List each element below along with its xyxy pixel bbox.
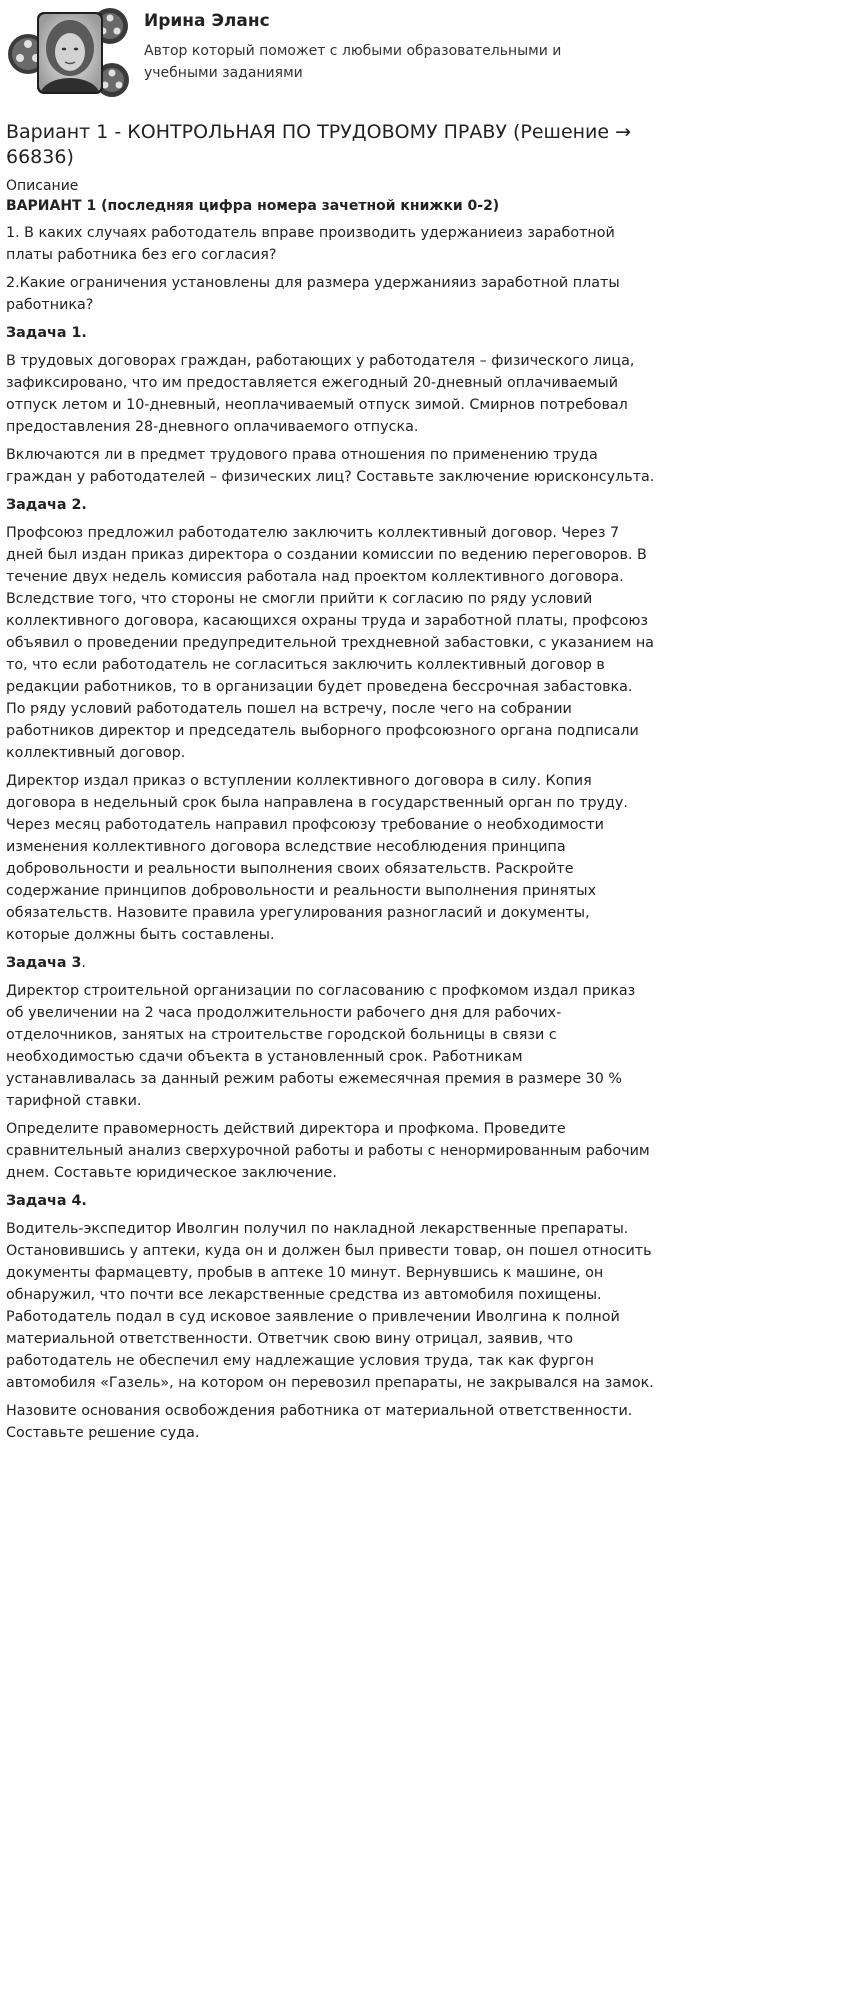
author-info	[144, 4, 604, 84]
question-2: 2.Какие ограничения установлены для размера удержанияиз заработной платы работника?	[6, 275, 620, 313]
task-3-title-suffix: .	[81, 955, 86, 971]
author-photo-frame-icon	[6, 4, 132, 102]
task-4-heading	[6, 1190, 656, 1212]
author-avatar[interactable]	[6, 4, 132, 102]
task-2-title: Задача 2.	[6, 497, 87, 513]
author-header	[6, 0, 656, 110]
task-2-heading	[6, 494, 656, 516]
task-3-paragraph: Определите правомерность действий директора и профкома. Проведите сравнительный анализ сверхурочной работы и работы с ненормированным рабочим днем. Составьте юридическое заключение.	[6, 1121, 650, 1181]
task-2-paragraph: Директор издал приказ о вступлении коллективного договора в силу. Копия договора в недельный срок была направлена в государственный орган по труду. Через месяц работодатель направил профсоюзу требование о необходимости изменения коллективного договора вследствие несоблюдения принципа добровольности и реальности выполнения своих обязательств. Раскройте содержание принципов добровольности и реальности выполнения принятых обязательств. Назовите правила урегулирования разногласий и документы, которые должны быть составлены.	[6, 773, 628, 943]
author-description: Автор который поможет с любыми образовательными и учебными заданиями	[144, 43, 562, 81]
author-name[interactable]: Ирина Эланс	[144, 11, 270, 31]
task-1-title: Задача 1.	[6, 325, 87, 341]
description-label: Описание	[6, 178, 79, 194]
task-4-title: Задача 4.	[6, 1193, 87, 1209]
task-1-paragraph: В трудовых договорах граждан, работающих у работодателя – физического лица, зафиксировано, что им предоставляется ежегодный 20-дневный оплачиваемый отпуск летом и 10-дневный, неоплачиваемый отпуск зимой. Смирнов потребовал предоставления 28-дневного оплачиваемого отпуска.	[6, 353, 635, 435]
page-title: Вариант 1 - КОНТРОЛЬНАЯ ПО ТРУДОВОМУ ПРАВУ (Решение → 66836)	[6, 121, 632, 168]
task-1-paragraph: Включаются ли в предмет трудового права отношения по применению труда граждан у работодателей – физических лиц? Составьте заключение юрисконсульта.	[6, 447, 655, 485]
task-1-heading	[6, 322, 656, 344]
task-4-paragraph: Водитель-экспедитор Иволгин получил по накладной лекарственные препараты. Остановившись у аптеки, куда он и должен был привести товар, он пошел относить документы фармацевту, пробыв в аптеке 10 минут. Вернувшись к машине, он обнаружил, что почти все лекарственные средства из автомобиля похищены. Работодатель подал в суд исковое заявление о привлечении Иволгина к полной материальной ответственности. Ответчик свою вину отрицал, заявив, что работодатель не обеспечил ему надлежащие условия труда, так как фургон автомобиля «Газель», на котором он перевозил препараты, не закрывался на замок.	[6, 1221, 654, 1391]
task-3-heading	[6, 952, 656, 974]
task-4-paragraph: Назовите основания освобождения работника от материальной ответственности. Составьте решение суда.	[6, 1403, 633, 1441]
task-2-paragraph: Профсоюз предложил работодателю заключить коллективный договор. Через 7 дней был издан приказ директора о создании комиссии по ведению переговоров. В течение двух недель комиссия работала над проектом коллективного договора. Вследствие того, что стороны не смогли прийти к согласию по ряду условий коллективного договора, касающихся охраны труда и заработной платы, профсоюз объявил о проведении предупредительной трехдневной забастовки, с указанием на то, что если работодатель не согласиться заключить коллективный договор в редакции работников, то в организации будет проведена бессрочная забастовка. По ряду условий работодатель пошел на встречу, после чего на собрании работников директор и председатель выборного профсоюзного органа подписали коллективный договор.	[6, 525, 654, 761]
variant-heading: ВАРИАНТ 1 (последняя цифра номера зачетной книжки 0-2)	[6, 198, 500, 214]
question-1: 1. В каких случаях работодатель вправе производить удержаниеиз заработной платы работника без его согласия?	[6, 225, 615, 263]
task-3-title: Задача 3	[6, 955, 82, 971]
task-3-paragraph: Директор строительной организации по согласованию с профкомом издал приказ об увеличении на 2 часа продолжительности рабочего дня для рабочих-отделочников, занятых на строительстве городской больницы в связи с необходимостью сдачи объекта в установленный срок. Работникам устанавливалась за данный режим работы ежемесячная премия в размере 30 % тарифной ставки.	[6, 983, 636, 1109]
